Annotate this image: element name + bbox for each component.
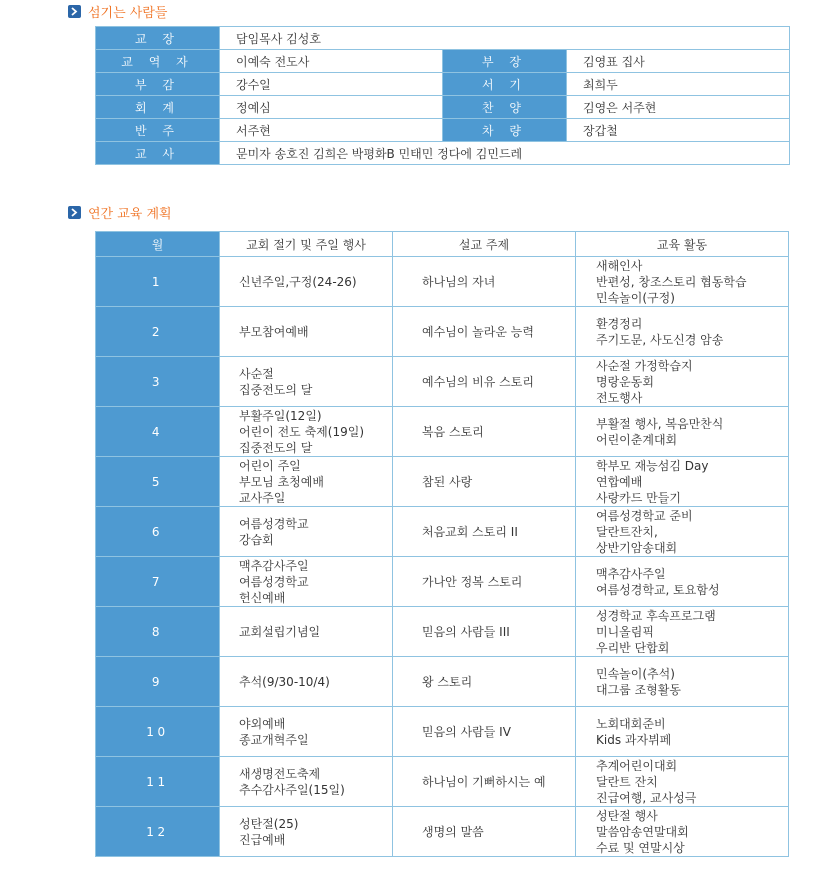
staff-row <box>96 142 790 165</box>
activities-cell <box>576 307 789 357</box>
activity-line: 전도행사 <box>596 390 643 405</box>
staff-row <box>96 119 790 142</box>
month-cell: 8 <box>96 607 220 657</box>
event-line: 교사주일 <box>239 490 286 505</box>
activities-cell <box>576 657 789 707</box>
event-line: 추석(9/30-10/4) <box>239 674 330 689</box>
staff-value: 최희두 <box>567 73 790 96</box>
event-line: 교회설립기념일 <box>239 624 321 639</box>
activity-line: 달란트 잔치 <box>596 774 658 789</box>
events-cell <box>220 657 393 707</box>
month-cell: 1 <box>96 257 220 307</box>
events-cell <box>220 307 393 357</box>
activity-line: 사순절 가정학습지 <box>596 358 693 373</box>
activities-cell <box>576 757 789 807</box>
activities-cell <box>576 507 789 557</box>
month-cell: 9 <box>96 657 220 707</box>
activity-line: 상반기암송대회 <box>596 540 678 555</box>
activity-line: 진급여행, 교사성극 <box>596 790 697 805</box>
activity-line: 추계어린이대회 <box>596 758 678 773</box>
events-cell <box>220 457 393 507</box>
staff-value: 담임목사 김성호 <box>220 27 790 50</box>
staff-value: 정예심 <box>220 96 443 119</box>
event-line: 집중전도의 달 <box>239 382 313 397</box>
event-line: 집중전도의 달 <box>239 440 313 455</box>
staff-value: 김영표 집사 <box>567 50 790 73</box>
sermon-cell: 믿음의 사람들 IV <box>393 707 576 757</box>
activity-line: 대그룹 조형활동 <box>596 682 681 697</box>
event-line: 여름성경학교 <box>239 574 309 589</box>
staff-section-header <box>68 2 167 20</box>
activity-line: 사랑카드 만들기 <box>596 490 681 505</box>
sermon-cell: 참된 사랑 <box>393 457 576 507</box>
activity-line: 새해인사 <box>596 258 643 273</box>
events-cell <box>220 257 393 307</box>
sermon-cell: 처음교회 스토리 II <box>393 507 576 557</box>
sermon-cell: 복음 스토리 <box>393 407 576 457</box>
staff-row <box>96 96 790 119</box>
activity-line: 연합예배 <box>596 474 643 489</box>
staff-row <box>96 27 790 50</box>
events-cell <box>220 807 393 857</box>
month-cell: 10 <box>96 707 220 757</box>
activities-cell <box>576 557 789 607</box>
table-row <box>96 707 789 757</box>
staff-value: 김영은 서주현 <box>567 96 790 119</box>
event-line: 부모님 초청예배 <box>239 474 324 489</box>
activities-cell <box>576 607 789 657</box>
sermon-cell: 하나님이 기뻐하시는 예 <box>393 757 576 807</box>
table-header-row <box>96 232 789 257</box>
events-cell <box>220 407 393 457</box>
table-row <box>96 407 789 457</box>
month-cell: 12 <box>96 807 220 857</box>
activity-line: 주기도문, 사도신경 암송 <box>596 332 724 347</box>
event-line: 야외예배 <box>239 716 286 731</box>
activity-line: 환경정리 <box>596 316 643 331</box>
activity-line: 명랑운동회 <box>596 374 654 389</box>
sermon-cell: 가나안 정복 스토리 <box>393 557 576 607</box>
activities-cell <box>576 707 789 757</box>
plan-section-header <box>68 203 172 221</box>
event-line: 맥추감사주일 <box>239 558 309 573</box>
event-line: 새생명전도축제 <box>239 766 321 781</box>
month-cell: 2 <box>96 307 220 357</box>
table-row <box>96 757 789 807</box>
table-row <box>96 357 789 407</box>
staff-value: 강수일 <box>220 73 443 96</box>
activity-line: 부활절 행사, 복음만찬식 <box>596 416 724 431</box>
staff-row <box>96 73 790 96</box>
activities-cell <box>576 407 789 457</box>
activity-line: 미니올림픽 <box>596 624 654 639</box>
month-cell: 6 <box>96 507 220 557</box>
column-header-sermon: 설교 주제 <box>393 232 576 257</box>
annual-plan-table <box>95 231 789 857</box>
sermon-cell: 생명의 말씀 <box>393 807 576 857</box>
table-row <box>96 807 789 857</box>
staff-label: 교 역 자 <box>96 50 220 73</box>
staff-label: 회 계 <box>96 96 220 119</box>
event-line: 성탄절(25) <box>239 816 299 831</box>
activity-line: 민속놀이(추석) <box>596 666 675 681</box>
event-line: 추수감사주일(15일) <box>239 782 345 797</box>
column-header-month: 월 <box>96 232 220 257</box>
activity-line: 반편성, 창조스토리 협동학습 <box>596 274 747 289</box>
activity-line: 여름성경학교 준비 <box>596 508 693 523</box>
staff-label: 부 감 <box>96 73 220 96</box>
table-row <box>96 507 789 557</box>
annual-plan-body <box>96 257 789 857</box>
activity-line: 성경학교 후속프로그램 <box>596 608 716 623</box>
staff-label: 찬 양 <box>443 96 567 119</box>
event-line: 여름성경학교 <box>239 516 309 531</box>
event-line: 부활주일(12일) <box>239 408 322 423</box>
sermon-cell: 믿음의 사람들 III <box>393 607 576 657</box>
table-row <box>96 257 789 307</box>
activity-line: 맥추감사주일 <box>596 566 666 581</box>
activities-cell <box>576 257 789 307</box>
event-line: 헌신예배 <box>239 590 286 605</box>
activity-line: 성탄절 행사 <box>596 808 658 823</box>
table-row <box>96 557 789 607</box>
events-cell <box>220 707 393 757</box>
activity-line: 달란트잔치, <box>596 524 658 539</box>
staff-value: 문미자 송호진 김희은 박평화B 민태민 정다에 김민드레 <box>220 142 790 165</box>
sermon-cell: 예수님이 놀라운 능력 <box>393 307 576 357</box>
column-header-events: 교회 절기 및 주일 행사 <box>220 232 393 257</box>
event-line: 사순절 <box>239 366 274 381</box>
event-line: 종교개혁주일 <box>239 732 309 747</box>
events-cell <box>220 607 393 657</box>
table-row <box>96 457 789 507</box>
activity-line: 어린이춘계대회 <box>596 432 678 447</box>
event-line: 진급예배 <box>239 832 286 847</box>
event-line: 신년주일,구정(24-26) <box>239 274 357 289</box>
month-cell: 11 <box>96 757 220 807</box>
staff-value: 장갑철 <box>567 119 790 142</box>
table-row <box>96 657 789 707</box>
activity-line: 학부모 재능섬김 Day <box>596 458 709 473</box>
chevron-right-icon <box>68 206 81 219</box>
activity-line: 수료 및 연말시상 <box>596 840 685 855</box>
chevron-right-icon <box>68 5 81 18</box>
event-line: 어린이 전도 축제(19일) <box>239 424 364 439</box>
activity-line: 우리반 단합회 <box>596 640 670 655</box>
staff-label: 부 장 <box>443 50 567 73</box>
events-cell <box>220 507 393 557</box>
event-line: 강습회 <box>239 532 274 547</box>
staff-label: 서 기 <box>443 73 567 96</box>
staff-value: 이예숙 전도사 <box>220 50 443 73</box>
staff-row <box>96 50 790 73</box>
activity-line: 여름성경학교, 토요함성 <box>596 582 720 597</box>
sermon-cell: 예수님의 비유 스토리 <box>393 357 576 407</box>
month-cell: 4 <box>96 407 220 457</box>
sermon-cell: 하나님의 자녀 <box>393 257 576 307</box>
activities-cell <box>576 457 789 507</box>
month-cell: 5 <box>96 457 220 507</box>
activity-line: 노회대회준비 <box>596 716 666 731</box>
staff-label: 차 량 <box>443 119 567 142</box>
staff-label: 교 장 <box>96 27 220 50</box>
plan-section-title: 연간 교육 계획 <box>88 206 172 222</box>
column-header-activities: 교육 활동 <box>576 232 789 257</box>
month-cell: 7 <box>96 557 220 607</box>
month-cell: 3 <box>96 357 220 407</box>
table-row <box>96 607 789 657</box>
activity-line: 민속놀이(구정) <box>596 290 675 305</box>
events-cell <box>220 757 393 807</box>
staff-section-title: 섬기는 사람들 <box>88 5 168 21</box>
event-line: 부모참여예배 <box>239 324 309 339</box>
event-line: 어린이 주일 <box>239 458 301 473</box>
staff-value: 서주현 <box>220 119 443 142</box>
activities-cell <box>576 807 789 857</box>
activities-cell <box>576 357 789 407</box>
staff-label: 교 사 <box>96 142 220 165</box>
staff-label: 반 주 <box>96 119 220 142</box>
activity-line: 말씀암송연말대회 <box>596 824 689 839</box>
table-row <box>96 307 789 357</box>
staff-table <box>95 26 790 165</box>
events-cell <box>220 557 393 607</box>
activity-line: Kids 과자뷔페 <box>596 732 672 747</box>
sermon-cell: 왕 스토리 <box>393 657 576 707</box>
events-cell <box>220 357 393 407</box>
